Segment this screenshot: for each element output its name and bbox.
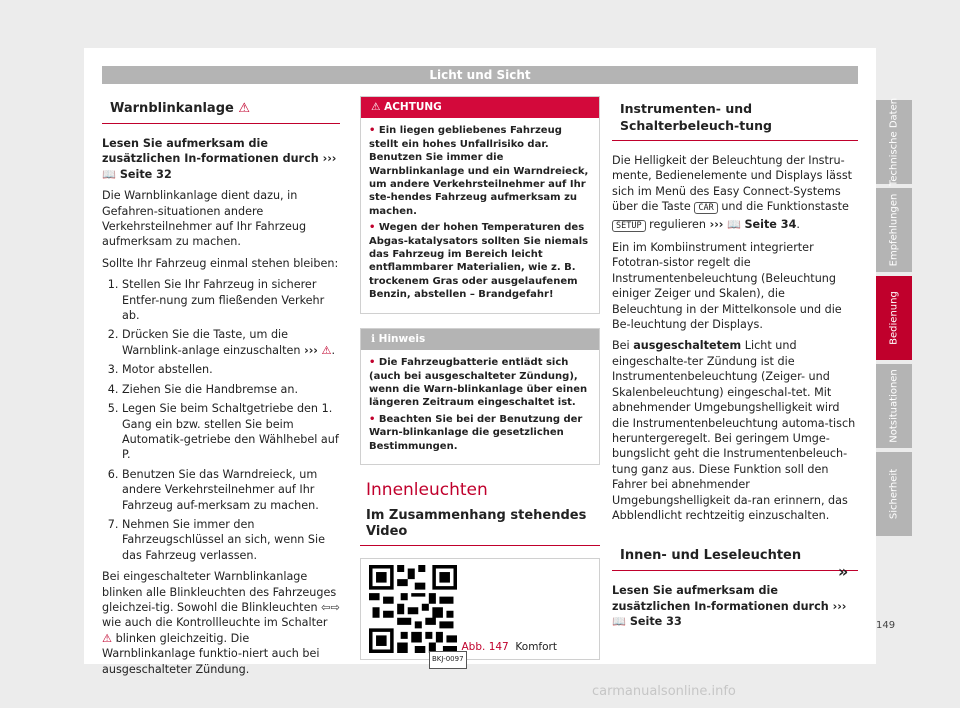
steps-list [102, 277, 340, 563]
warning-icon: ⚠ [238, 101, 250, 116]
tab-notsituationen[interactable]: Notsituationen [876, 364, 912, 448]
paragraph: Sollte Ihr Fahrzeug einmal stehen bleiben: [102, 256, 339, 270]
subsection-title: Innen- und Leseleuchten [612, 543, 858, 571]
list-item: 2. Drücken Sie die Taste, um die Warnblink-anlage einzuschalten ››› ⚠. [122, 327, 340, 358]
book-icon: 📖 [102, 167, 116, 181]
paragraph: Die Helligkeit der Beleuchtung der Instru-mente, Bedienelemente und Displays lässt sich im Menü des Easy Connect-Systems über die Taste CAR und die Funktionstaste SETUP regulieren ››› 📖 Seite 34. [612, 154, 853, 231]
paragraph: Bei ausgeschaltetem Licht und eingeschalte-ter Zündung ist die Instrumentenbeleuchtung (Zeiger- und Skalenbeleuchtung) eingeschal-tet. Mit abnehmender Umgebungshelligkeit wird die Instrumentenbeleuchtung automa-tisch heruntergeregelt. Bei geringem Umge-bungslicht geht die Instrumentenbeleuch-tung ganz aus. Diese Funktion soll den Fahrer bei abnehmender Umgebungshelligkeit da-ran erinnern, das Abblendlicht rechtzeitig einzuschalten. [612, 339, 856, 522]
info-icon: ℹ [371, 332, 375, 345]
column-notes [360, 96, 600, 664]
page-ref-link[interactable]: Seite 33 [629, 615, 682, 629]
tab-empfehlungen[interactable]: Empfehlungen [876, 188, 912, 272]
column-instrument-lighting [612, 96, 858, 636]
list-item: 4. Ziehen Sie die Handbremse an. [122, 382, 340, 397]
list-item: 1. Stellen Sie Ihr Fahrzeug in sicherer Entfer-nung zum fließenden Verkehr ab. [122, 277, 340, 323]
car-key: CAR [694, 202, 717, 214]
warning-item: • Wegen der hohen Temperaturen des Abgas-katalysators sollten Sie niemals das Fahrzeug im Bereich leicht entflammbarer Materialien, wie z. B. trockenem Gras oder ausgelaufenem Benzin, abstellen – Brandgefahr! [369, 222, 589, 301]
list-item: 3. Motor abstellen. [122, 362, 340, 377]
tab-technische-daten[interactable]: Technische Daten [876, 100, 912, 184]
paragraph: Die Warnblinkanlage dient dazu, in Gefahren-situationen andere Verkehrsteilnehmer auf Ihr Fahrzeug aufmerksam zu machen. [102, 189, 307, 249]
figure-147 [360, 558, 600, 664]
watermark: carmanualsonline.info [592, 684, 736, 699]
chapter-tabs [876, 97, 912, 540]
warning-box-header: ⚠ ACHTUNG [361, 97, 599, 118]
qr-code[interactable] [369, 565, 457, 653]
page-ref-link[interactable]: Seite 32 [119, 167, 172, 181]
list-item: 7. Nehmen Sie immer den Fahrzeugschlüssel an sich, wenn Sie das Fahrzeug verlassen. [122, 517, 340, 563]
note-box [360, 328, 600, 465]
page-number: 149 [876, 620, 896, 631]
intro-text: Lesen Sie aufmerksam die zusätzlichen In-formationen durch ››› 📖 Seite 32 [102, 137, 337, 181]
section-heading: Innenleuchten [366, 479, 488, 500]
tab-bedienung[interactable]: Bedienung [876, 276, 912, 360]
warning-icon: ⚠ [321, 343, 332, 357]
page-ref-link[interactable]: Seite 34 [744, 217, 797, 231]
arrow-icon: ››› [304, 343, 318, 357]
setup-key: SETUP [612, 220, 646, 232]
note-item: • Die Fahrzeugbatterie entlädt sich (auch bei ausgeschalteter Zündung), wenn die Warn-blinkanlage über einen längeren Zeitraum eingeschaltet ist. [369, 357, 588, 409]
column-warnblinkanlage [102, 96, 340, 683]
video-title: Im Zusammenhang stehendes Video [360, 508, 600, 546]
warning-icon: ⚠ [102, 631, 113, 645]
section-title: Warnblinkanlage ⚠ [102, 96, 340, 124]
turn-signal-icon: ⇦⇨ [321, 600, 340, 614]
warning-box [360, 96, 600, 314]
list-item: 6. Benutzen Sie das Warndreieck, um andere Verkehrsteilnehmer auf Ihr Fahrzeug auf-merksam zu machen. [122, 467, 340, 513]
warning-icon: ⚠ [371, 101, 381, 113]
arrow-icon: ››› [832, 599, 847, 613]
arrow-icon: ››› [322, 152, 337, 166]
note-item: • Beachten Sie bei der Benutzung der Warn-blinkanlage die gesetzlichen Bestimmungen. [369, 413, 583, 452]
qr-label: BKJ-0097 [429, 651, 467, 668]
paragraph: Ein im Kombiinstrument integrierter Fototran-sistor regelt die Instrumentenbeleuchtung (Beleuchtung einiger Zeiger und Skalen), die Beleuchtung in der Mittelkonsole und die Be-leuchtung der Displays. [612, 241, 842, 332]
book-icon: 📖 [726, 217, 741, 231]
continue-icon: » [838, 562, 849, 581]
section-title: Instrumenten- und Schalterbeleuch-tung [612, 96, 858, 141]
arrow-icon: ››› [709, 217, 724, 231]
list-item: 5. Legen Sie beim Schaltgetriebe den 1. Gang ein bzw. stellen Sie beim Automatik-getriebe den Wählhebel auf P. [122, 401, 340, 463]
tab-sicherheit[interactable]: Sicherheit [876, 452, 912, 536]
note-box-header: ℹ Hinweis [361, 329, 599, 350]
warning-item: • Ein liegen gebliebenes Fahrzeug stellt ein hohes Unfallrisiko dar. Benutzen Sie immer die Warnblinkanlage und ein Warndreieck, um andere Verkehrsteilnehmer auf Ihr ste-hendes Fahrzeug aufmerksam zu machen. [369, 125, 589, 217]
paragraph: Bei eingeschalteter Warnblinkanlage blinken alle Blinkleuchten des Fahrzeuges gleichzei-tig. Sowohl die Blinkleuchten ⇦⇨ wie auch die Kontrollleuchte im Schalter ⚠ blinken gleichzeitig. Die Warnblinkanlage funktio-niert auch bei ausgeschalteter Zündung. [102, 570, 340, 676]
figure-caption: Abb. 147 Komfort [461, 640, 557, 653]
book-icon: 📖 [612, 615, 626, 629]
intro-text: Lesen Sie aufmerksam die zusätzlichen In-formationen durch ››› 📖 Seite 33 [612, 584, 847, 629]
chapter-header: Licht und Sicht [102, 66, 858, 84]
